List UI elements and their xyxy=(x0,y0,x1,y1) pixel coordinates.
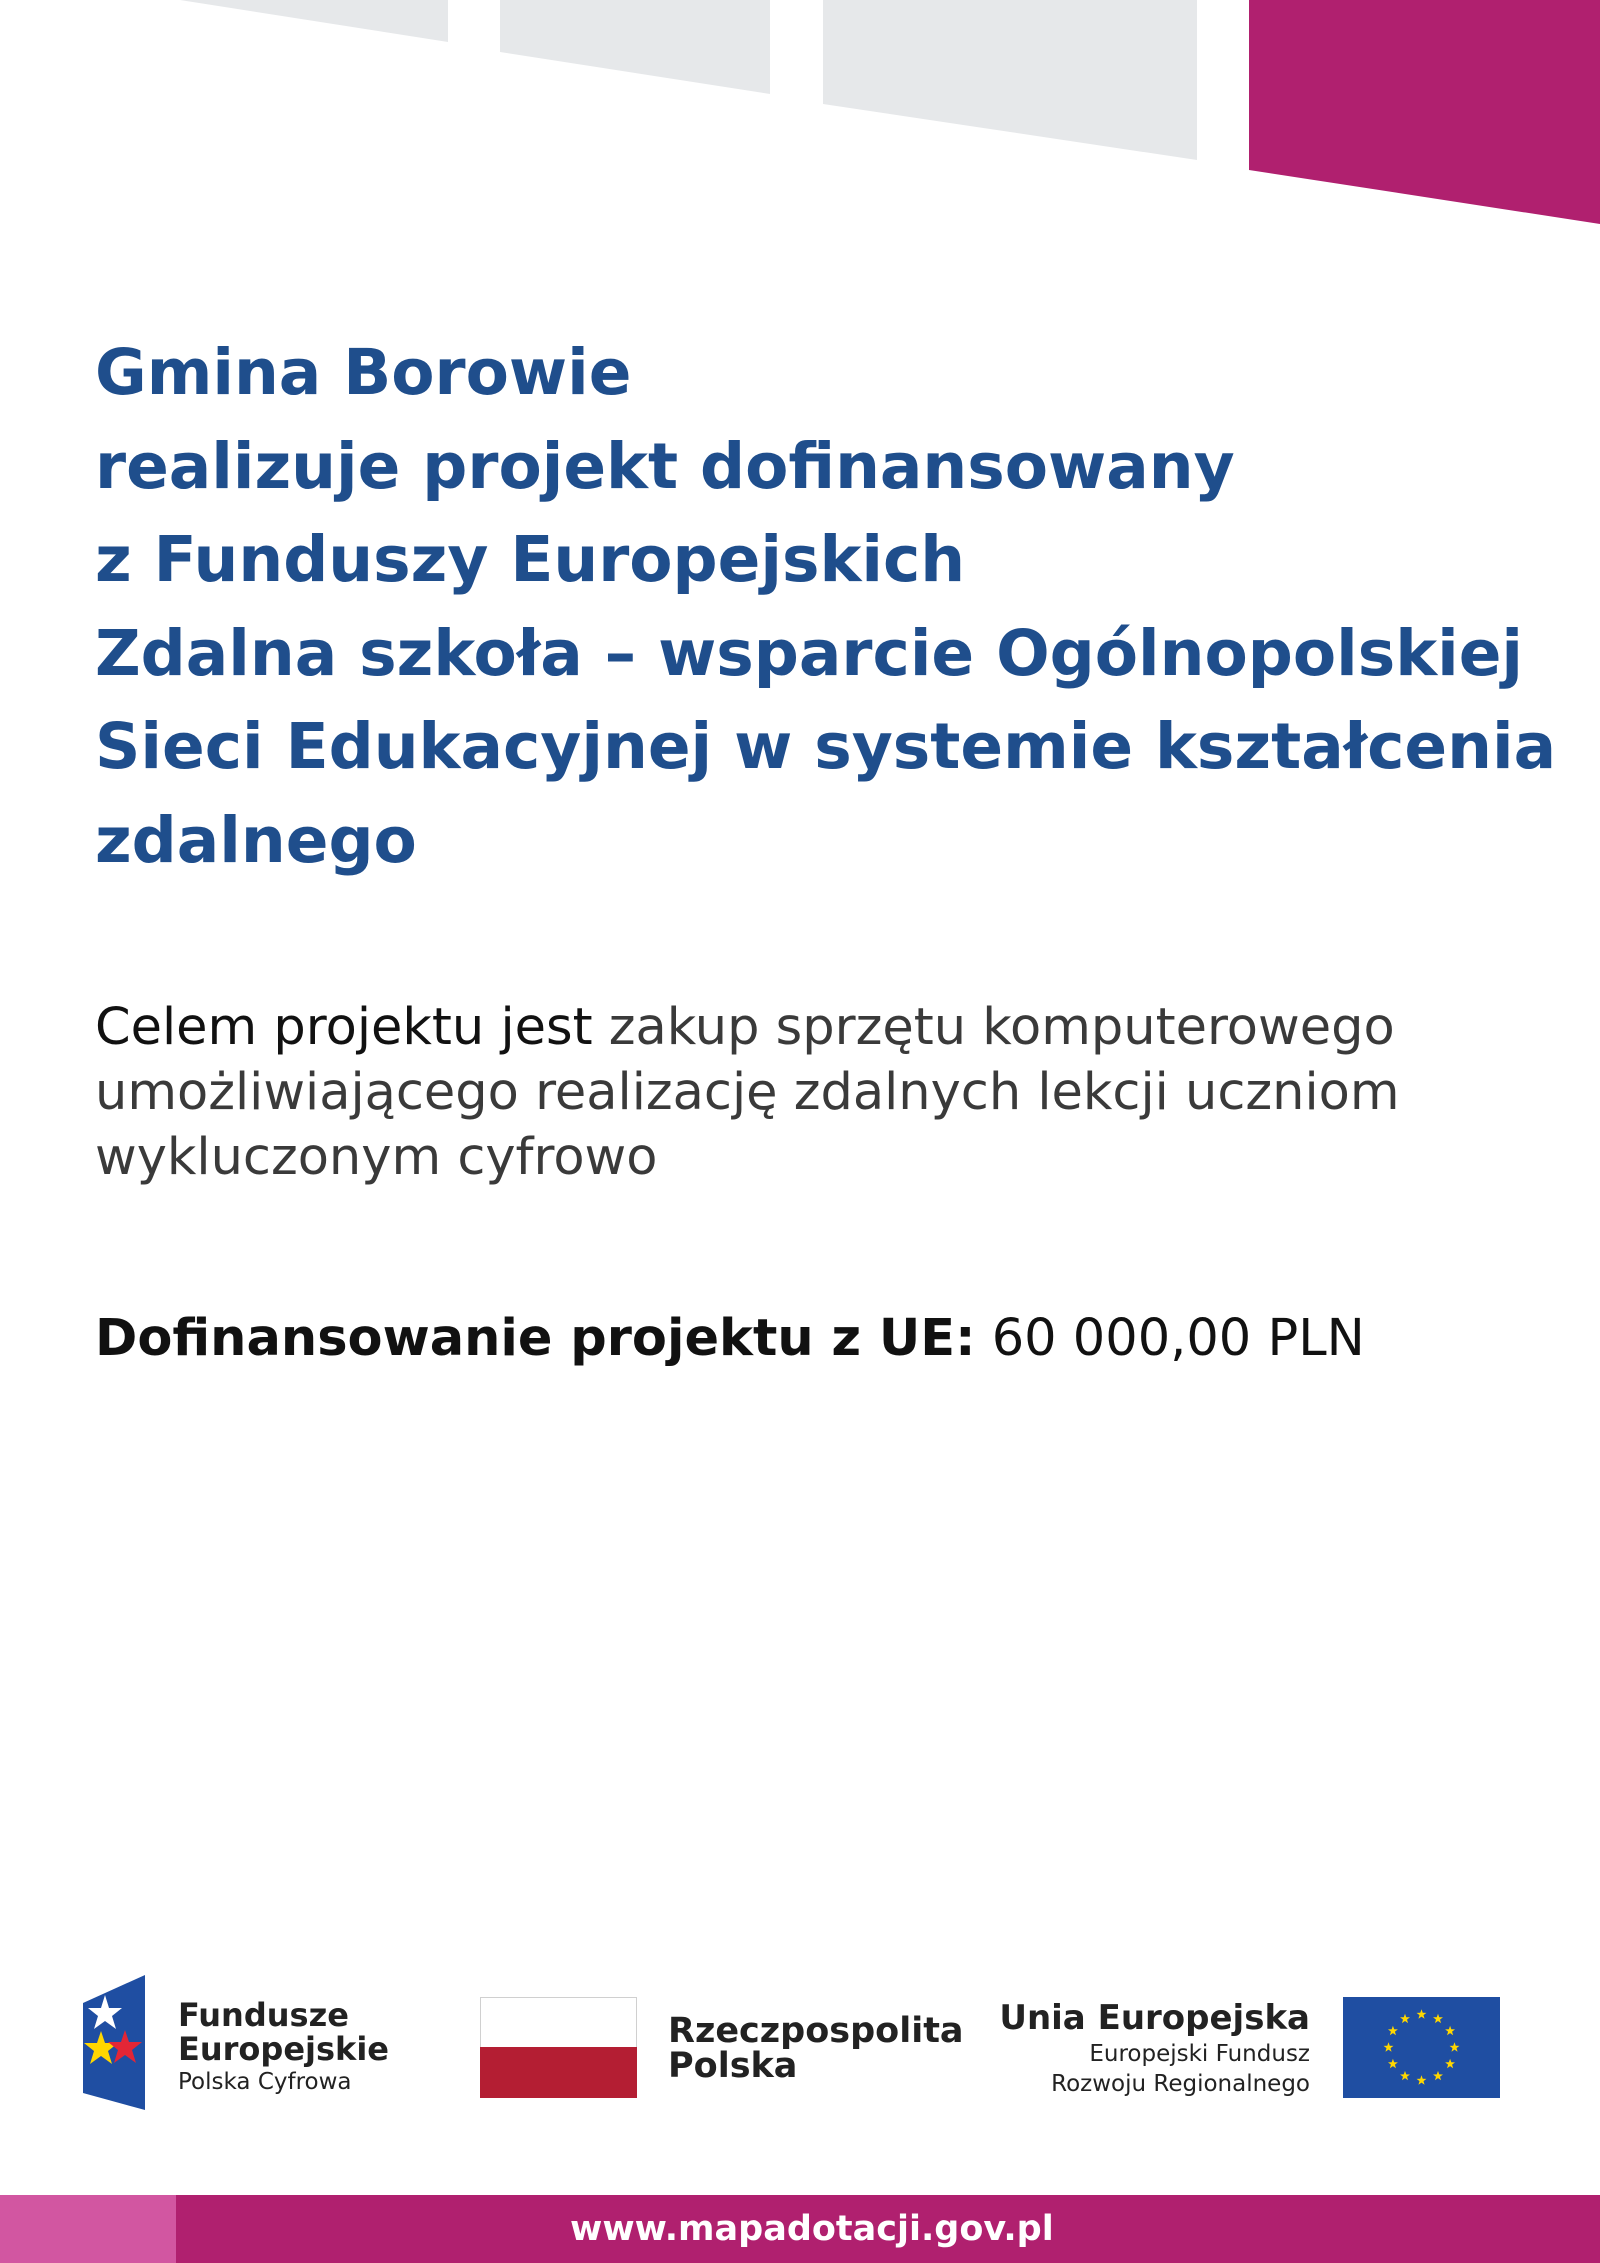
project-goal xyxy=(95,995,1535,1190)
ue-logo-name: Unia Europejska xyxy=(999,1998,1310,2038)
goal-lead: Celem projektu jest xyxy=(95,998,593,1057)
eu-flag-icon xyxy=(1343,1997,1500,2098)
title-line: realizuje projekt dofinansowany xyxy=(95,429,1235,503)
fe-logo-line2: Europejskie xyxy=(178,2030,389,2068)
fe-logo-sub: Polska Cyfrowa xyxy=(178,2069,352,2095)
fundusze-europejskie-logo-icon xyxy=(75,1975,150,2110)
ue-logo-sub1: Europejski Fundusz xyxy=(1089,2041,1310,2067)
goal-text: zakup sprzętu komputerowego umożliwiającego realizację zdalnych lekcji uczniom wykluczonym cyfrowo xyxy=(95,998,1400,1187)
title-line: Zdalna szkoła – wsparcie Ogólnopolskiej xyxy=(95,616,1524,690)
top-decorative-bands xyxy=(0,0,1600,240)
footer-url-link[interactable]: www.mapadotacji.gov.pl xyxy=(570,2209,1054,2249)
rp-logo-line1: Rzeczpospolita xyxy=(668,2011,964,2051)
ue-logo-sub2: Rozwoju Regionalnego xyxy=(1051,2071,1310,2097)
magenta-band xyxy=(1249,0,1600,224)
title-line: Sieci Edukacyjnej w systemie kształcenia xyxy=(95,710,1557,783)
footer-bar-accent xyxy=(0,2195,176,2263)
polish-flag-icon xyxy=(480,1997,637,2098)
title-line: Gmina Borowie xyxy=(95,336,632,409)
funding-amount xyxy=(95,1306,1535,1371)
funding-value: 60 000,00 PLN xyxy=(975,1309,1365,1368)
project-title xyxy=(95,326,1557,887)
grey-band-3 xyxy=(823,0,1197,160)
rp-logo-line2: Polska xyxy=(668,2046,798,2086)
fe-logo-line1: Fundusze xyxy=(178,1996,349,2034)
grey-band-2 xyxy=(500,0,770,94)
grey-band-1 xyxy=(180,0,448,42)
title-line: zdalnego xyxy=(95,803,417,877)
title-line: z Funduszy Europejskich xyxy=(95,523,966,596)
funding-label: Dofinansowanie projektu z UE: xyxy=(95,1309,976,1368)
